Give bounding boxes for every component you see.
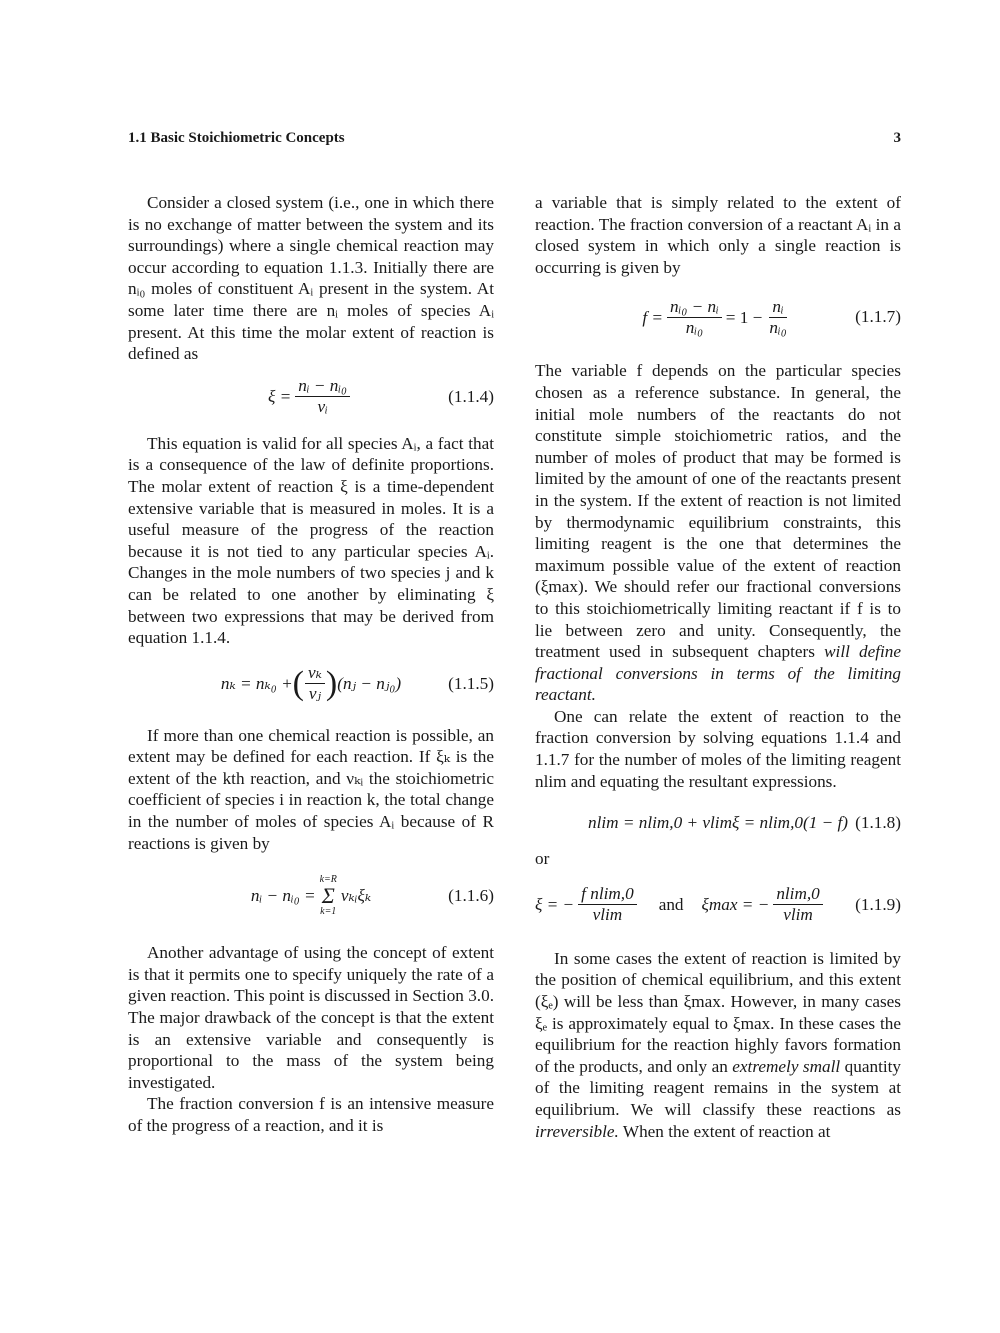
fraction [667,297,722,338]
sum-upper-limit: k=R [319,874,337,886]
equation-number: (1.1.5) [448,673,494,693]
numerator: nᵢ − nᵢ₀ [295,376,350,397]
page-number: 3 [893,130,901,146]
eq-rhs: (nⱼ − nⱼ₀) [337,673,402,693]
fraction [578,884,637,925]
equation-1-1-5 [128,653,494,715]
italic-text: will define fractional conversions in terms of the limiting reactant. [535,642,901,705]
paragraph: One can relate the extent of reaction to the fraction conversion by solving equations 1.1.4 and 1.1.7 for the number of moles of the limiting reagent nlim and equating the resultant expressions. [535,706,901,791]
right-column [535,192,901,1142]
running-head: 1.1 Basic Stoichiometric Concepts [128,130,345,146]
paragraph [535,360,901,706]
paragraph-text: In some cases the extent of reaction is limited by the position of chemical equilibrium, and this extent (ξₑ) will be less than ξmax. However, in many cases ξₑ is approximately equal to ξmax. In these cases the equilibrium for the reaction highly favors formation of the products, and only an [535,948,901,1076]
equation-1-1-6 [128,860,494,932]
fraction [295,376,350,417]
denominator: νᵢ [317,397,328,417]
equation-number: (1.1.6) [448,886,494,906]
denominator: nᵢ₀ [685,317,704,337]
paragraph [535,948,901,1142]
paragraph: The fraction conversion f is an intensive measure of the progress of a reaction, and it is [128,1094,494,1135]
fraction [766,297,789,338]
denominator: νⱼ [308,684,322,704]
paragraph-text: The variable f depends on the particular species chosen as a reference substance. In general, the initial mole numbers of the reactants do not constitute simple stoichiometric ratios, and the number of moles of product that may be formed is limited by the amount of one of the reactants present in the system. If the extent of reaction is not limited by thermodynamic equilibrium constraints, this limiting reagent is the one that determines the maximum possible value of the extent of reaction (ξmax). We should refer our fractional conversions to this stoichiometrically limiting reactant if f is to lie between zero and unity. Consequently, the treatment used in subsequent chapters [535,361,901,662]
equation-1-1-4 [128,369,494,425]
denominator: nᵢ₀ [769,317,787,337]
eq-lhs: ξ = [267,386,292,406]
equation-1-1-9 [535,874,901,936]
eq-lhs: nₖ = nₖ₀ + [220,673,293,693]
eq-lhs: ξ = − [535,895,575,915]
left-column [128,192,494,1137]
equation-number: (1.1.9) [855,895,901,915]
page-header [128,130,901,152]
equation-number: (1.1.8) [855,813,901,833]
paragraph: This equation is valid for all species Aᵢ, a fact that is a consequence of the law of definite proportions. The molar extent of reaction ξ is a time-dependent extensive variable that is measured in moles. It is a useful measure of the progress of the reaction because it is not tied to any particular species Aᵢ. Changes in the mole numbers of two species j and k can be related to one another by eliminating ξ between two expressions that may be derived from equation 1.1.4. [128,433,494,648]
italic-text: extremely small [732,1056,841,1076]
equation-number: (1.1.7) [855,307,901,327]
denominator: νlim [592,905,623,925]
eq-lhs: f = [642,307,663,327]
connector-word: or [535,849,550,869]
equation-number: (1.1.4) [448,386,494,406]
paragraph: Consider a closed system (i.e., one in which there is no exchange of matter between the system and its surroundings) where a single chemical reaction may occur according to equation 1.1.3. Initially there are nᵢ₀ moles of constituent Aᵢ present in the system. At some later time there are nᵢ moles of species Aᵢ present. At this time the molar extent of reaction is defined as [128,193,494,364]
equation-1-1-8 [535,798,901,848]
numerator: nᵢ [769,297,786,318]
eq-conjunction: and [658,895,684,915]
paragraph: a variable that is simply related to the extent of reaction. The fraction conversion of a reactant Aᵢ in a closed system in which only a single reaction is occurring is given by [535,193,901,277]
eq-middle: ξmax = − [701,895,770,915]
denominator: νlim [783,905,813,925]
right-paren: ) [325,664,338,702]
fraction [773,884,822,925]
paragraph-text: quantity of the limiting reagent remains in the system at equilibrium. We will classify these reactions as [535,1056,902,1119]
eq-body: nlim = nlim,0 + νlimξ = nlim,0(1 − f) [588,813,848,833]
eq-middle: = 1 − [725,307,763,327]
eq-lhs: nᵢ − nᵢ₀ = [250,886,316,906]
numerator: nlim,0 [773,884,822,905]
numerator: nᵢ₀ − nᵢ [667,297,722,318]
numerator: νₖ [305,663,325,684]
numerator: f nlim,0 [578,884,637,905]
eq-rhs: νₖᵢξₖ [340,886,372,906]
paragraph: If more than one chemical reaction is possible, an extent may be defined for each reaction. If ξₖ is the extent of the kth reaction, and νₖᵢ the stoichiometric coefficient of species i in reaction k, the total change in the number of moles of species Aᵢ because of R reactions is given by [128,725,494,853]
equation-1-1-7 [535,284,901,350]
sum-lower-limit: k=1 [320,906,337,918]
paragraph: Another advantage of using the concept of extent is that it permits one to specify uniquely the rate of a given reaction. This point is discussed in Section 3.0. The major drawback of the concept is that the extent is an extensive variable and consequently is proportional to the mass of the system being investigated. [128,943,494,1092]
left-paren: ( [292,664,304,702]
paragraph-text: When the extent of reaction at [622,1121,831,1141]
sigma-symbol: Σ [321,883,335,909]
fraction [305,663,325,704]
summation [320,875,337,917]
italic-text: irreversible. [535,1121,619,1141]
